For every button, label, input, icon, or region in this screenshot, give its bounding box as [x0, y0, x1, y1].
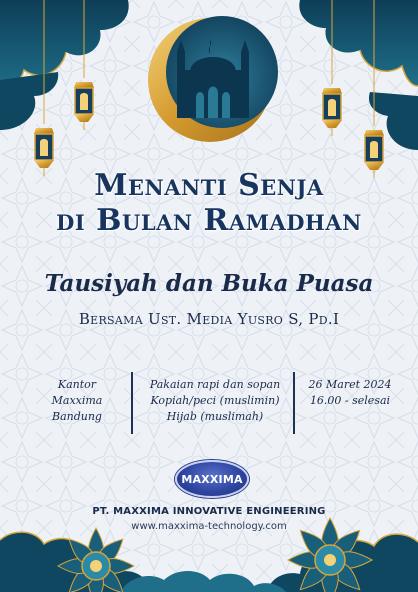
column-divider [131, 372, 133, 434]
event-subtitle: Tausiyah dan Buka Puasa [44, 270, 374, 297]
logo-text: MAXXIMA [181, 472, 243, 486]
top-right-cloud [299, 0, 418, 150]
schedule-column [300, 377, 400, 409]
location-line: Maxxima [51, 394, 103, 407]
dress-code-line: Pakaian rapi dan sopan [149, 378, 281, 391]
column-divider [293, 372, 295, 434]
crescent-moon-mosque-icon [148, 16, 278, 142]
top-left-cloud [0, 0, 129, 130]
speaker-line: Bersama Ust. Media Yusro S, Pd.I [78, 310, 340, 328]
location-line: Kantor [57, 378, 97, 391]
location-column [34, 377, 120, 425]
title-line-1: Menanti Senja [94, 168, 324, 203]
dress-code-line: Hijab (muslimah) [166, 410, 264, 423]
location-line: Bandung [52, 410, 102, 423]
dress-code-column [140, 377, 290, 425]
event-date: 26 Maret 2024 [308, 378, 392, 391]
event-time: 16.00 - selesai [309, 394, 391, 407]
dress-code-line: Kopiah/peci (muslimin) [150, 394, 280, 407]
company-logo [175, 460, 249, 498]
company-name: PT. MAXXIMA INNOVATIVE ENGINEERING [92, 506, 326, 517]
title-line-2: di Bulan Ramadhan [56, 203, 362, 238]
company-website: www.maxxima-technology.com [131, 521, 287, 532]
